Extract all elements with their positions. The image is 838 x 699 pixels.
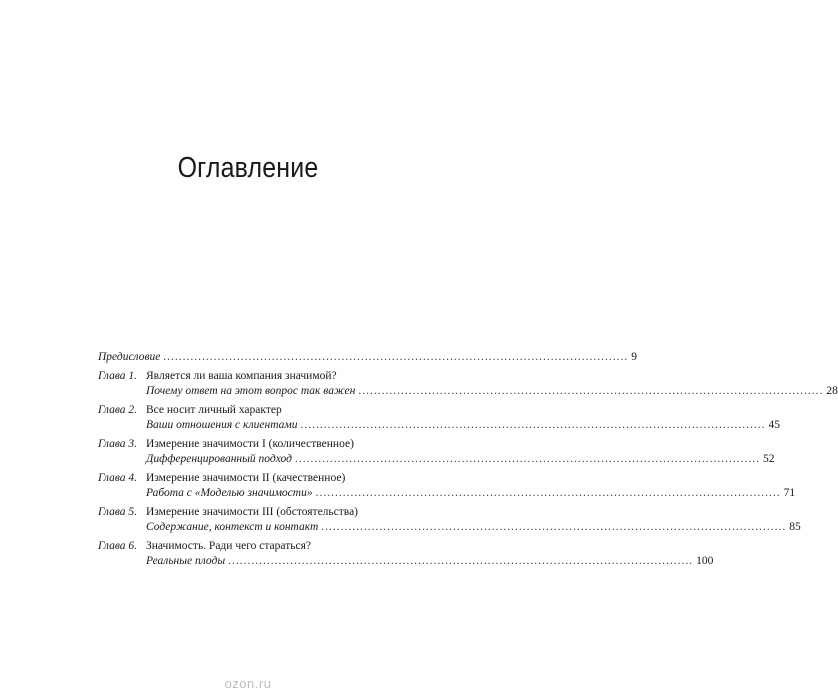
leader-dots: ........................................................................................................................ <box>358 385 824 397</box>
toc-page-number: 45 <box>768 419 780 431</box>
toc-page-number: 52 <box>762 453 775 465</box>
leader-dots: ........................................................................................................................ <box>228 555 694 567</box>
toc-page-number: 100 <box>696 555 714 567</box>
chapter-label: Глава 1. <box>98 370 137 382</box>
chapter-label: Глава 6. <box>98 540 137 552</box>
chapter-title: Значимость. Ради чего стараться? <box>146 540 311 552</box>
toc-entry-chapter-1 <box>98 369 388 384</box>
leader-dots: ........................................................................................................................ <box>163 351 629 363</box>
chapter-title: Измерение значимости III (обстоятельства) <box>146 506 359 518</box>
toc-page-number: 28 <box>826 385 838 397</box>
toc-page-number: 9 <box>631 351 638 363</box>
leader-dots: ........................................................................................................................ <box>300 419 766 431</box>
chapter-title: Все носит личный характер <box>146 404 282 416</box>
toc-entry-subtitle: Ваши отношения с клиентами <box>146 419 298 431</box>
chapter-title: Является ли ваша компания значимой? <box>146 370 337 382</box>
leader-dots: ........................................................................................................................ <box>321 521 787 533</box>
chapter-label: Глава 3. <box>98 438 137 450</box>
leader-dots: ........................................................................................................................ <box>294 453 760 465</box>
toc-page-number: 85 <box>789 521 801 533</box>
chapter-title: Измерение значимости II (качественное) <box>146 472 346 484</box>
toc-entry-chapter-2 <box>98 403 388 418</box>
toc-entry-subtitle: Работа с «Моделью значимости» <box>146 487 313 499</box>
toc-entry-subtitle: Дифференцированный подход <box>146 453 292 465</box>
toc-entry-subtitle: Реальные плоды <box>146 555 226 567</box>
chapter-label: Глава 5. <box>98 506 137 518</box>
toc-entry-subtitle: Содержание, контекст и контакт <box>146 521 319 533</box>
chapter-label: Глава 2. <box>98 404 137 416</box>
toc-entry-preface <box>98 350 638 365</box>
toc-entry-chapter-4 <box>98 471 388 486</box>
toc-entry-subtitle: Почему ответ на этот вопрос так важен <box>146 385 356 397</box>
toc-entry-chapter-6 <box>98 539 388 554</box>
toc-entry-chapter-5 <box>98 505 388 520</box>
leader-dots: ........................................................................................................................ <box>315 487 781 499</box>
page-title: Оглавление <box>177 152 319 184</box>
toc-page-number: 71 <box>783 487 796 499</box>
table-of-contents <box>98 350 838 569</box>
chapter-title: Измерение значимости I (количественное) <box>146 438 354 450</box>
watermark: ozon.ru <box>224 676 272 691</box>
toc-entry-chapter-3 <box>98 437 388 452</box>
toc-entry-subtitle: Предисловие <box>98 351 161 363</box>
chapter-label: Глава 4. <box>98 472 137 484</box>
